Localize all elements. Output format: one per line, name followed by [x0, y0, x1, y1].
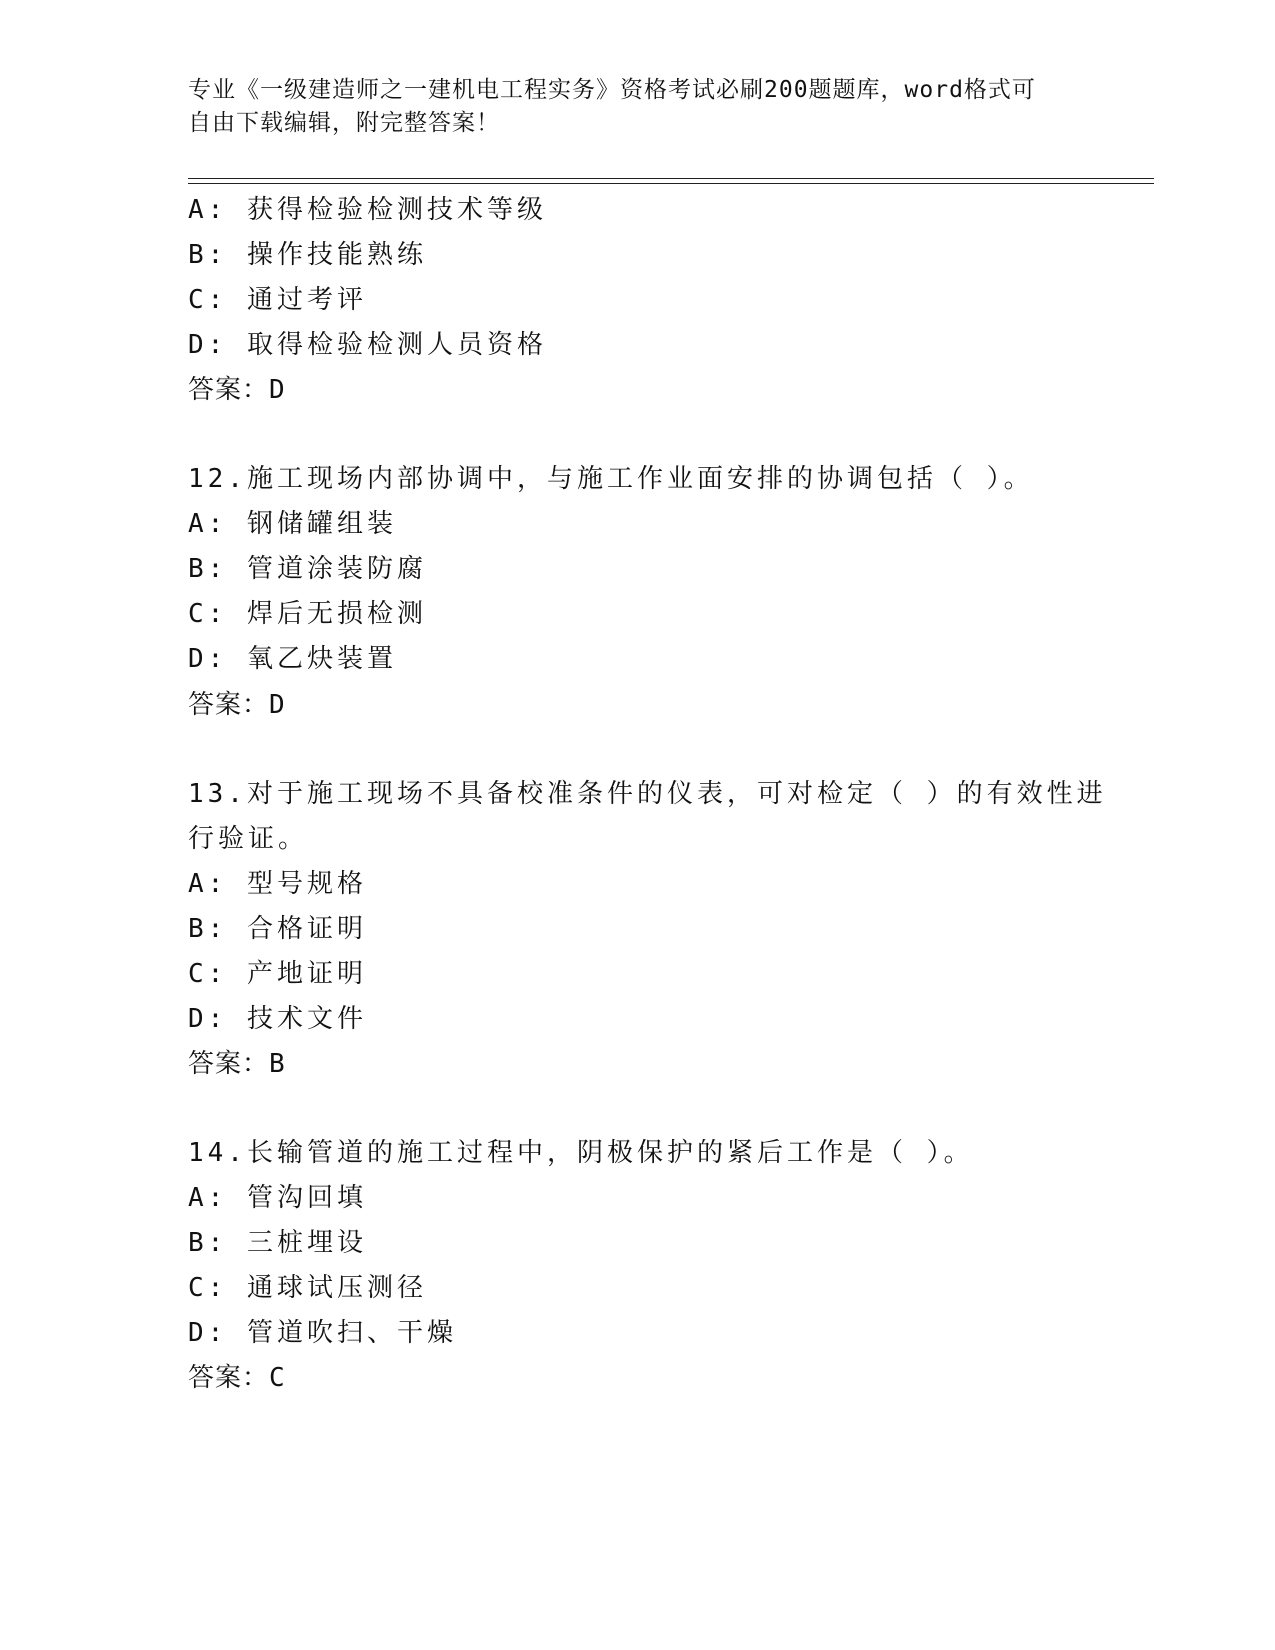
q11-option-d: D: 取得检验检测人员资格 [188, 330, 547, 360]
q12-option-a: A: 钢储罐组装 [188, 509, 397, 539]
header-line-2: 自由下载编辑，附完整答案！ [188, 110, 500, 136]
q14-option-c: C: 通球试压测径 [188, 1273, 427, 1303]
q12-stem: 12.施工现场内部协调中，与施工作业面安排的协调包括（ ）。 [188, 464, 1034, 494]
q12-option-d: D: 氧乙炔装置 [188, 644, 397, 674]
q14-stem: 14.长输管道的施工过程中，阴极保护的紧后工作是（ ）。 [188, 1138, 974, 1168]
q14-answer: 答案：C [188, 1363, 286, 1393]
q13-stem-line-1: 13.对于施工现场不具备校准条件的仪表，可对检定（ ）的有效性进 [188, 779, 1107, 809]
q11-option-a: A: 获得检验检测技术等级 [188, 195, 547, 225]
page-header [188, 74, 1068, 140]
header-divider-bottom [188, 183, 1154, 184]
q13-option-b: B: 合格证明 [188, 914, 367, 944]
header-divider-top [188, 178, 1154, 179]
q12-option-b: B: 管道涂装防腐 [188, 554, 427, 584]
q14-option-a: A: 管沟回填 [188, 1183, 367, 1213]
q11-option-c: C: 通过考评 [188, 285, 367, 315]
q13-option-c: C: 产地证明 [188, 959, 367, 989]
q13-option-a: A: 型号规格 [188, 869, 367, 899]
q13-answer: 答案：B [188, 1049, 286, 1079]
q14-option-d: D: 管道吹扫、干燥 [188, 1318, 457, 1348]
q13-option-d: D: 技术文件 [188, 1004, 367, 1034]
q11-answer: 答案：D [188, 375, 286, 405]
q12-option-c: C: 焊后无损检测 [188, 599, 427, 629]
q12-answer: 答案：D [188, 690, 286, 720]
q14-option-b: B: 三桩埋设 [188, 1228, 367, 1258]
header-line-1: 专业《一级建造师之一建机电工程实务》资格考试必刷200题题库，word格式可 [188, 77, 1036, 103]
q13-stem-line-2: 行验证。 [188, 824, 309, 854]
q11-option-b: B: 操作技能熟练 [188, 240, 427, 270]
